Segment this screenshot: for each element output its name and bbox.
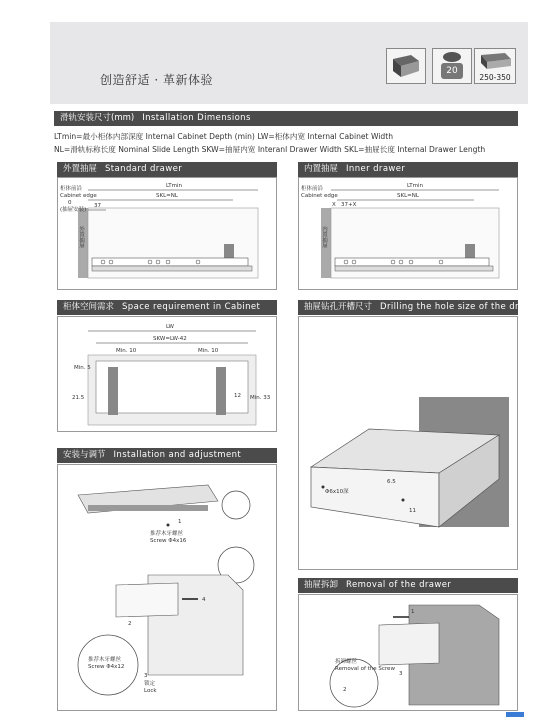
- drill-bar: [298, 300, 542, 315]
- space-title-en: Space requirement in Cabinet: [122, 302, 261, 312]
- standard-cabinet-edge-cn: 柜体前沿: [60, 186, 83, 192]
- space-figure: [57, 316, 277, 432]
- removal-step3: 3: [399, 671, 403, 677]
- removal-screw-cn: 拆卸螺丝: [335, 659, 358, 665]
- inner-cabinet-edge-cn: 柜体前沿: [301, 186, 324, 192]
- drill-title-cn: 抽屉钻孔开槽尺寸: [304, 302, 373, 312]
- standard-drawer-figure: [57, 177, 277, 290]
- install-screw-cn: 推荐木牙螺丝: [150, 531, 184, 537]
- inner-side-text: 内置抽屉: [321, 226, 327, 248]
- install-step2: 2: [128, 621, 132, 627]
- drill-figure: [298, 316, 518, 570]
- install-lock-cn: 锁定: [144, 681, 156, 687]
- standard-title-cn: 外置抽屉: [63, 164, 98, 174]
- drill-hole: Φ6x10深: [325, 489, 349, 495]
- standard-ltmin: LTmin: [166, 183, 183, 189]
- install-title-en: Installation and adjustment: [113, 450, 242, 460]
- definition-line-2: NL=滑轨标称长度 Nominal Slide Length SKW=抽屉内宽 Interanl Drawer Width SKL=抽屉长度 Internal Drawer Length: [54, 145, 486, 154]
- removal-title-en: Removal of the drawer: [346, 580, 452, 590]
- inner-title-cn: 内置抽屉: [304, 164, 339, 174]
- install-bar: [57, 448, 277, 463]
- space-min10-left: Min. 10: [116, 348, 137, 354]
- dims-title-bar: [54, 111, 518, 126]
- install-screw-en: Screw Φ4x16: [150, 538, 187, 544]
- space-12: 12: [234, 393, 241, 399]
- install-step4: 4: [202, 597, 206, 603]
- standard-side-text: 外置抽屉: [78, 226, 84, 248]
- drawer-slide-icon: [386, 48, 426, 84]
- standard-skl: SKL=NL: [156, 193, 178, 199]
- inner-ltmin: LTmin: [407, 183, 424, 189]
- standard-cabinet-edge-en: Cabinet edge: [60, 193, 97, 199]
- standard-drawer-bar: [57, 162, 277, 177]
- inner-drawer-figure: [298, 177, 518, 290]
- space-min10-right: Min. 10: [198, 348, 219, 354]
- space-lw: LW: [166, 324, 174, 330]
- install-title-cn: 安装与调节: [63, 450, 106, 460]
- page-corner-tab: [506, 712, 524, 717]
- space-215: 21.5: [72, 395, 85, 401]
- drill-title-en: Drilling the hole size of the drawer: [380, 302, 542, 312]
- slide-length-label: 250-350: [479, 73, 511, 82]
- inner-x: X: [332, 202, 336, 208]
- inner-dim-37x: 37+X: [341, 202, 357, 208]
- removal-step2: 2: [343, 687, 347, 693]
- install-screw2-cn: 推荐木牙螺丝: [88, 657, 122, 663]
- dims-title-en: Installation Dimensions: [142, 113, 251, 123]
- removal-screw-en: Removal of the Screw: [335, 666, 395, 672]
- space-min33: Min. 33: [250, 395, 271, 401]
- inner-title-en: Inner drawer: [346, 164, 406, 174]
- drill-65: 6.5: [387, 479, 396, 485]
- install-step3: 3: [144, 673, 148, 679]
- load-value: 20: [441, 63, 463, 79]
- dims-title-cn: 滑轨安装尺寸(mm): [60, 113, 135, 123]
- removal-title-cn: 抽屉拆卸: [304, 580, 339, 590]
- removal-figure: [298, 594, 518, 711]
- removal-step1: 1: [411, 609, 415, 615]
- install-lock-en: Lock: [144, 688, 157, 694]
- definition-line-1: LTmin=最小柜体内部深度 Internal Cabinet Depth (min) LW=柜体内宽 Internal Cabinet Width: [54, 132, 394, 141]
- inner-drawer-bar: [298, 162, 518, 177]
- removal-bar: [298, 578, 518, 593]
- standard-zero: 0: [68, 200, 72, 206]
- load-weight-icon: [432, 48, 472, 84]
- install-screw2-en: Screw Φ4x12: [88, 664, 125, 670]
- standard-dim-37: 37: [94, 203, 101, 209]
- space-bar: [57, 300, 277, 315]
- install-figure: [57, 464, 277, 711]
- install-step1: 1: [178, 519, 182, 525]
- space-min5: Min. 5: [74, 365, 91, 371]
- inner-skl: SKL=NL: [397, 193, 419, 199]
- space-title-cn: 柜体空间需求: [63, 302, 115, 312]
- standard-drawer-front: (抽屉安装): [60, 207, 87, 213]
- page-title: 创造舒适 · 革新体验: [100, 73, 213, 87]
- drill-11: 11: [409, 508, 416, 514]
- inner-cabinet-edge-en: Cabinet edge: [301, 193, 338, 199]
- space-skw: SKW=LW-42: [153, 336, 187, 342]
- slide-length-icon: [474, 48, 516, 84]
- standard-title-en: Standard drawer: [105, 164, 183, 174]
